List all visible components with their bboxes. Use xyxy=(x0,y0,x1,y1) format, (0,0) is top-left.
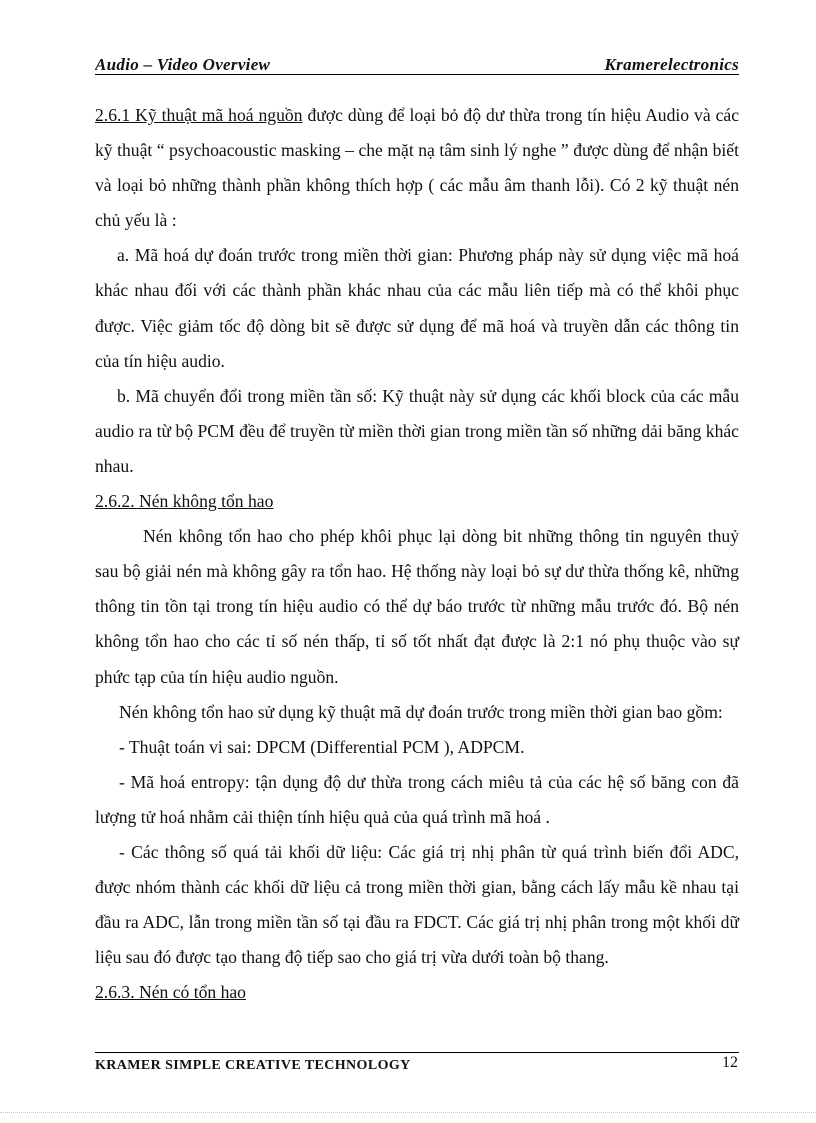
header-brand: Kramerelectronics xyxy=(604,55,739,74)
paragraph-predictive-coding: a. Mã hoá dự đoán trước trong miền thời gian: Phương pháp này sử dụng việc mã hoá khác nhau đối với các thành phần khác nhau của các mẫu liên tiếp mà có thể khôi phục được. Việc giảm tốc độ dòng bit sẽ được sử dụng để mã hoá và truyền dẫn các thông tin của tín hiệu audio. xyxy=(95,245,739,371)
paragraph-transform-coding: b. Mã chuyển đổi trong miền tần số: Kỹ thuật này sử dụng các khối block của các mẫu audio ra từ bộ PCM đều để truyền từ miền thời gian trong miền tần số những dải băng khác nhau. xyxy=(95,385,739,476)
paragraph-source-coding xyxy=(95,98,739,238)
paragraph-text: được dùng để loại bỏ độ dư thừa trong tín hiệu Audio và các kỹ thuật “ psychoacoustic masking – che mặt nạ tâm sinh lý nghe ” được dùng để nhận biết và loại bỏ những thành phần không thích hợp ( các mẫu âm thanh lỗi). Có 2 kỹ thuật nén chủ yếu là : xyxy=(95,105,739,231)
footer-text: KRAMER SIMPLE CREATIVE TECHNOLOGY xyxy=(95,1058,411,1072)
list-item-dpcm: - Thuật toán vi sai: DPCM (Differential PCM ), ADPCM. xyxy=(119,736,525,757)
section-heading-2-6-3: 2.6.3. Nén có tổn hao xyxy=(95,982,246,1003)
document-body xyxy=(95,98,739,1010)
header-title: Audio – Video Overview xyxy=(95,55,271,74)
page-header xyxy=(95,50,739,75)
paragraph-lossless-methods: Nén không tổn hao sử dụng kỹ thuật mã dự đoán trước trong miền thời gian bao gồm: xyxy=(119,701,723,722)
footer-divider xyxy=(95,1052,739,1053)
page-bottom-edge xyxy=(0,1112,816,1113)
section-heading-2-6-2: 2.6.2. Nén không tổn hao xyxy=(95,491,274,512)
list-item-block-overload: - Các thông số quá tải khối dữ liệu: Các giá trị nhị phân từ quá trình biến đổi ADC, được nhóm thành các khối dữ liệu cả trong miền thời gian, bằng cách lấy mẫu kề nhau tại đầu ra ADC, lẫn trong miền tần số tại đầu ra FDCT. Các giá trị nhị phân trong một khối dữ liệu sau đó được tạo thang độ tiếp sao cho giá trị vừa dưới toàn bộ thang. xyxy=(95,841,739,968)
page-number: 12 xyxy=(722,1054,738,1071)
list-item-entropy: - Mã hoá entropy: tận dụng độ dư thừa trong cách miêu tả của các hệ số băng con đã lượng tử hoá nhằm cải thiện tính hiệu quả của quá trình mã hoá . xyxy=(95,771,739,827)
section-heading-2-6-1: 2.6.1 Kỹ thuật mã hoá nguồn xyxy=(95,105,303,125)
paragraph-lossless-intro: Nén không tổn hao cho phép khôi phục lại dòng bit những thông tin nguyên thuỷ sau bộ giải nén mà không gây ra tổn hao. Hệ thống này loại bỏ sự dư thừa thống kê, những thông tin tồn tại trong tín hiệu audio có thể dự báo trước từ những mẫu trước đó. Bộ nén không tổn hao cho các tỉ số nén thấp, tỉ số tốt nhất đạt được là 2:1 nó phụ thuộc vào sự phức tạp của tín hiệu audio nguồn. xyxy=(95,526,739,687)
